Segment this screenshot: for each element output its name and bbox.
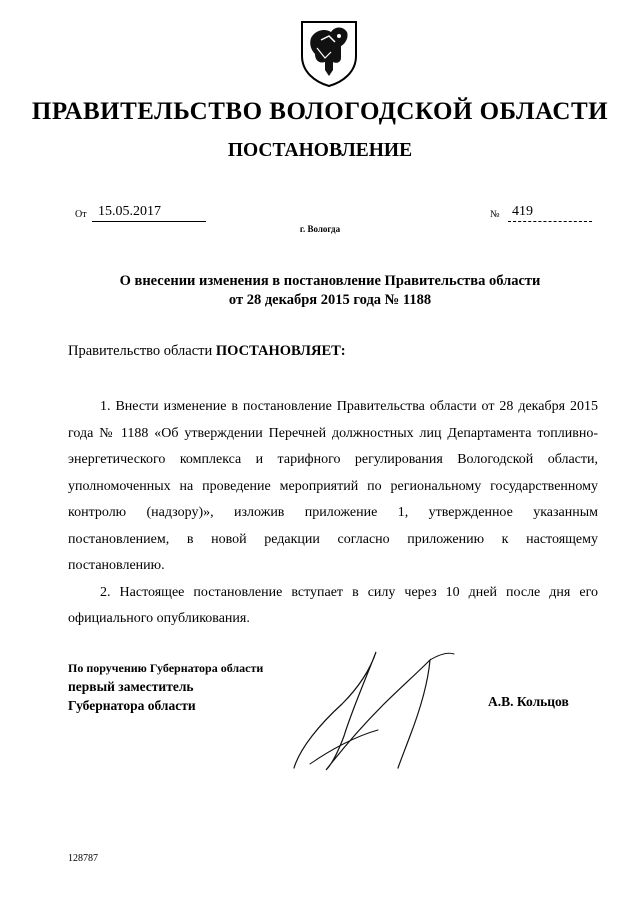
signature-line-2: первый заместитель (68, 679, 194, 694)
signature-block (68, 660, 263, 715)
resolution-verb: ПОСТАНОВЛЯЕТ: (215, 343, 346, 359)
date-label: От (75, 209, 87, 220)
document-code: 128787 (68, 853, 98, 864)
city-name: г. Вологда (299, 224, 341, 234)
subject-line-1: О внесении изменения в постановление Правительства области (119, 273, 541, 289)
resolution-statement (68, 343, 346, 360)
subject-line-2: от 28 декабря 2015 года № 1188 (228, 292, 432, 308)
vologda-coat-of-arms-icon (297, 18, 361, 88)
number-label: № (490, 209, 500, 220)
paragraph-2: 2. Настоящее постановление вступает в силу через 10 дней после дня его официального опубликования. (68, 584, 598, 626)
document-body (68, 394, 598, 633)
paragraph-1: 1. Внести изменение в постановление Правительства области от 28 декабря 2015 года № 1188 «Об утверждении Перечней должностных лиц Департамента топливно-энергетического комплекса и тарифного регулирования Вологодской области, уполномоченных на проведение мероприятий по региональному государственному контролю (надзору)», изложив приложение 1, утвержденное указанным постановлением, в новой редакции согласно приложению к настоящему постановлению. (68, 399, 598, 573)
organization-title: ПРАВИТЕЛЬСТВО ВОЛОГОДСКОЙ ОБЛАСТИ (31, 98, 609, 125)
document-type: ПОСТАНОВЛЕНИЕ (227, 140, 413, 161)
document-date: 15.05.2017 (92, 204, 206, 222)
document-number: 419 (508, 204, 592, 222)
document-subject (60, 272, 600, 310)
signer-name: А.В. Кольцов (488, 694, 569, 709)
signature-line-1: По поручению Губернатора области (68, 661, 264, 675)
resolution-prefix: Правительство области (68, 343, 213, 359)
handwritten-signature (280, 640, 460, 780)
signature-line-3: Губернатора области (68, 698, 196, 713)
